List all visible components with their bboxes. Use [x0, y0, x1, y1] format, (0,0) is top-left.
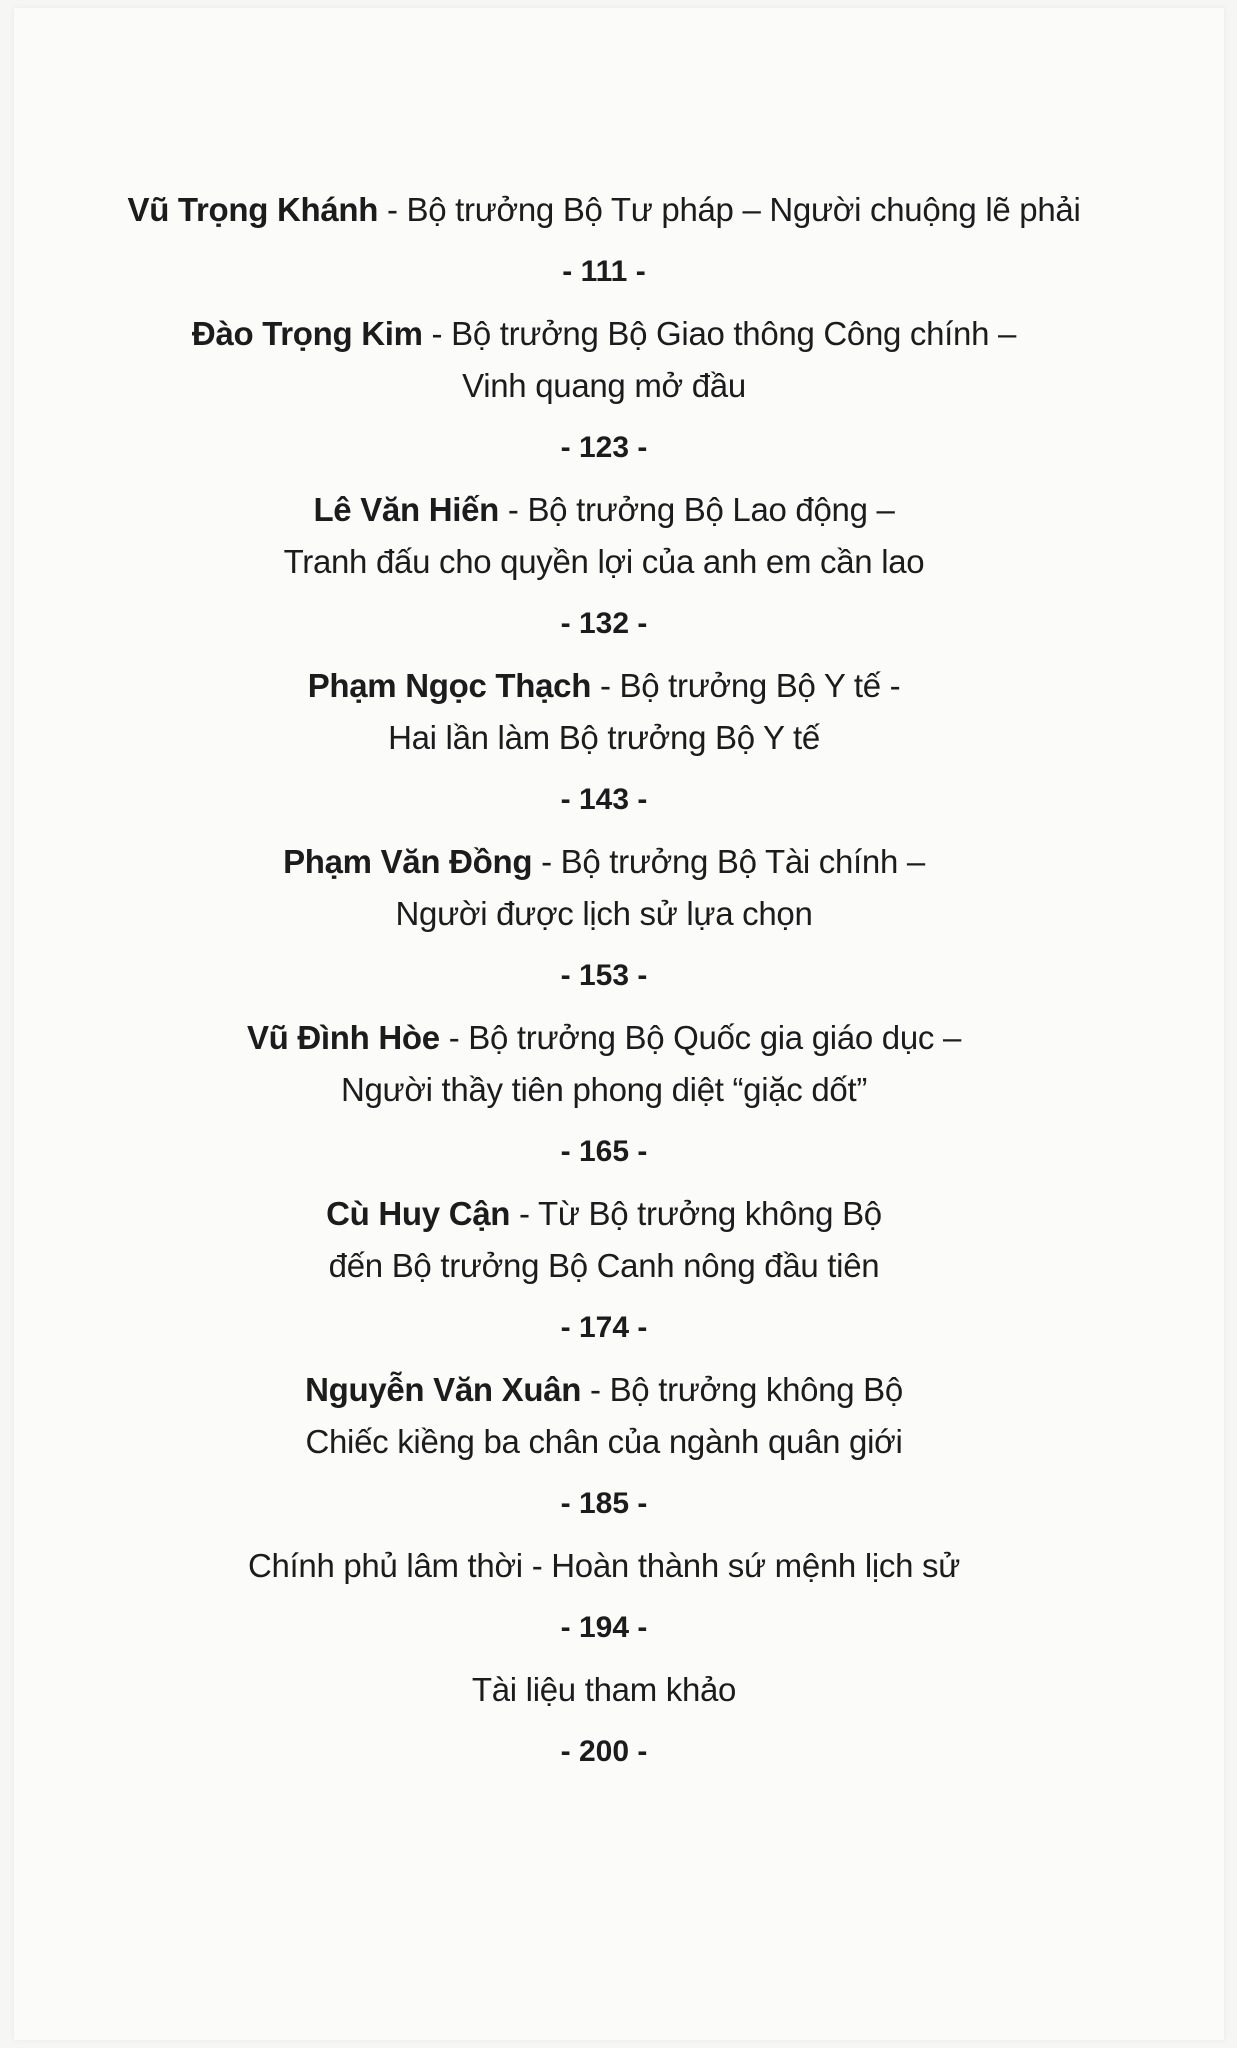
- entry-subtitle: Vinh quang mở đầu: [462, 367, 746, 404]
- entry-title-text: - Bộ trưởng Bộ Giao thông Công chính –: [422, 315, 1017, 352]
- entry-title-line: [14, 1364, 1194, 1416]
- entry-title-text: - Bộ trưởng Bộ Tài chính –: [532, 843, 925, 880]
- entry-subtitle: Hai lần làm Bộ trưởng Bộ Y tế: [388, 719, 820, 756]
- page-number: - 132 -: [560, 607, 648, 640]
- entry-title-text: - Từ Bộ trưởng không Bộ: [510, 1195, 882, 1232]
- toc-entry-dao-trong-kim: [14, 308, 1194, 474]
- entry-subtitle: Tranh đấu cho quyền lợi của anh em cần lao: [283, 543, 925, 580]
- toc-entry-le-van-hien: [14, 484, 1194, 650]
- page-number: - 123 -: [560, 431, 648, 464]
- table-of-contents: [14, 184, 1194, 1788]
- page-number: - 111 -: [562, 255, 646, 288]
- entry-title-line: Chính phủ lâm thời - Hoàn thành sứ mệnh lịch sử: [247, 1547, 961, 1584]
- page-number: - 165 -: [560, 1135, 648, 1168]
- entry-title-line: [14, 308, 1194, 360]
- entry-title-line: [14, 184, 1194, 236]
- minister-name: Nguyễn Văn Xuân: [305, 1371, 582, 1408]
- toc-entry-vu-dinh-hoe: [14, 1012, 1194, 1178]
- entry-title-line: [14, 1012, 1194, 1064]
- page-number: - 200 -: [560, 1735, 648, 1768]
- minister-name: Phạm Ngọc Thạch: [307, 667, 592, 704]
- entry-title-text: - Bộ trưởng không Bộ: [581, 1371, 903, 1408]
- minister-name: Vũ Trọng Khánh: [127, 191, 379, 228]
- entry-title-line: [14, 836, 1194, 888]
- page-number: - 194 -: [560, 1611, 648, 1644]
- entry-subtitle: đến Bộ trưởng Bộ Canh nông đầu tiên: [328, 1247, 880, 1284]
- toc-entry-tai-lieu-tham-khao: [14, 1664, 1194, 1778]
- entry-title-text: - Bộ trưởng Bộ Quốc gia giáo dục –: [439, 1019, 962, 1056]
- book-page: [14, 8, 1224, 2040]
- toc-entry-pham-ngoc-thach: [14, 660, 1194, 826]
- entry-subtitle: Người thầy tiên phong diệt “giặc dốt”: [340, 1071, 868, 1108]
- entry-title-text: - Bộ trưởng Bộ Tư pháp – Người chuộng lẽ phải: [378, 191, 1081, 228]
- entry-title-text: - Bộ trưởng Bộ Y tế -: [591, 667, 901, 704]
- minister-name: Vũ Đình Hòe: [246, 1019, 440, 1056]
- toc-entry-cu-huy-can: [14, 1188, 1194, 1354]
- entry-title-text: - Bộ trưởng Bộ Lao động –: [499, 491, 895, 528]
- entry-title-line: [14, 1188, 1194, 1240]
- entry-subtitle: Người được lịch sử lựa chọn: [395, 895, 813, 932]
- entry-title-line: Tài liệu tham khảo: [471, 1671, 737, 1708]
- entry-subtitle: Chiếc kiềng ba chân của ngành quân giới: [305, 1423, 903, 1460]
- page-number: - 174 -: [560, 1311, 648, 1344]
- minister-name: Cù Huy Cận: [326, 1195, 511, 1232]
- page-number: - 185 -: [560, 1487, 648, 1520]
- minister-name: Lê Văn Hiến: [313, 491, 500, 528]
- page-number: - 153 -: [560, 959, 648, 992]
- toc-entry-nguyen-van-xuan: [14, 1364, 1194, 1530]
- minister-name: Đào Trọng Kim: [191, 315, 423, 352]
- toc-entry-pham-van-dong: [14, 836, 1194, 1002]
- entry-title-line: [14, 660, 1194, 712]
- entry-title-line: [14, 484, 1194, 536]
- toc-entry-vu-trong-khanh: [14, 184, 1194, 298]
- toc-entry-chinh-phu-lam-thoi: [14, 1540, 1194, 1654]
- page-number: - 143 -: [560, 783, 648, 816]
- minister-name: Phạm Văn Đồng: [283, 843, 533, 880]
